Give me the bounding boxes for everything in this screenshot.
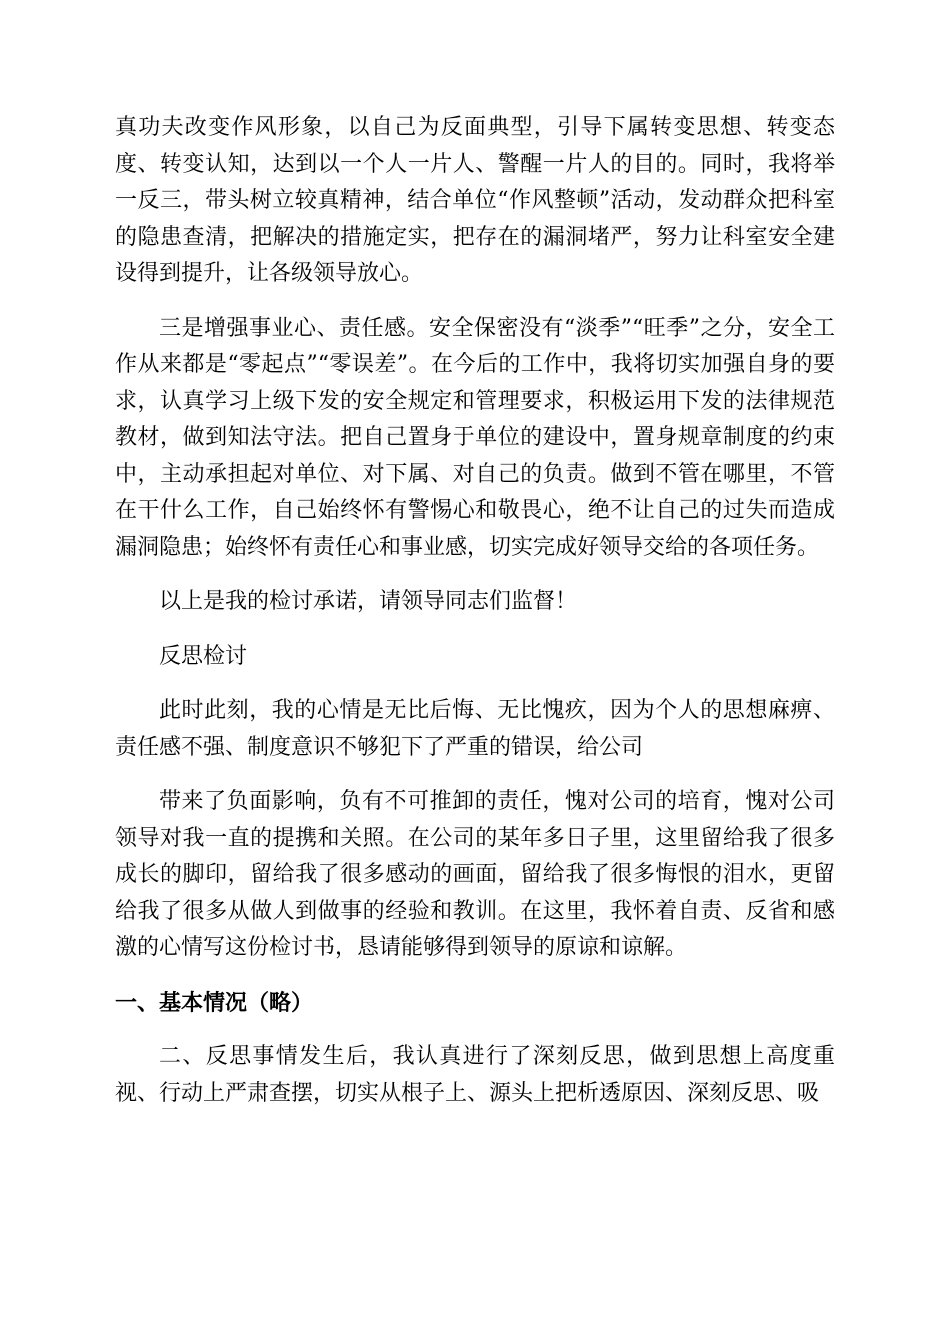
paragraph-7: 二、反思事情发生后，我认真进行了深刻反思，做到思想上高度重视、行动上严肃查摆，切实从根子上、源头上把析透原因、深刻反思、吸: [115, 1044, 835, 1106]
section-heading: 一、基本情况（略）: [115, 989, 314, 1016]
document-page: [115, 110, 835, 1130]
paragraph-6: 带来了负面影响，负有不可推卸的责任，愧对公司的培育，愧对公司领导对我一直的提携和关照。在公司的某年多日子里，这里留给我了很多成长的脚印，留给我了很多感动的画面，留给我了很多悔恨的泪水，更留给我了很多从做人到做事的经验和教训。在这里，我怀着自责、反省和感激的心情写这份检讨书，恳请能够得到领导的原谅和谅解。: [115, 789, 835, 960]
paragraph-2: 三是增强事业心、责任感。安全保密没有“淡季”“旺季”之分，安全工作从来都是“零起点”“零误差”。在今后的工作中，我将切实加强自身的要求，认真学习上级下发的安全规定和管理要求，积极运用下发的法律规范教材，做到知法守法。把自己置身于单位的建设中，置身规章制度的约束中，主动承担起对单位、对下属、对自己的负责。做到不管在哪里，不管在干什么工作，自己始终怀有警惕心和敬畏心，绝不让自己的过失而造成漏洞隐患；始终怀有责任心和事业感，切实完成好领导交给的各项任务。: [115, 315, 835, 560]
paragraph-5: 此时此刻，我的心情是无比后悔、无比愧疚，因为个人的思想麻痹、责任感不强、制度意识不够犯下了严重的错误，给公司: [115, 698, 835, 760]
paragraph-1: 真功夫改变作风形象，以自己为反面典型，引导下属转变思想、转变态度、转变认知，达到以一个人一片人、警醒一片人的目的。同时，我将举一反三，带头树立较真精神，结合单位“作风整顿”活动，发动群众把科室的隐患查清，把解决的措施定实，把存在的漏洞堵严，努力让科室安全建设得到提升，让各级领导放心。: [115, 115, 835, 286]
paragraph-3: 以上是我的检讨承诺，请领导同志们监督！: [159, 589, 578, 614]
paragraph-4: 反思检讨: [159, 643, 248, 669]
